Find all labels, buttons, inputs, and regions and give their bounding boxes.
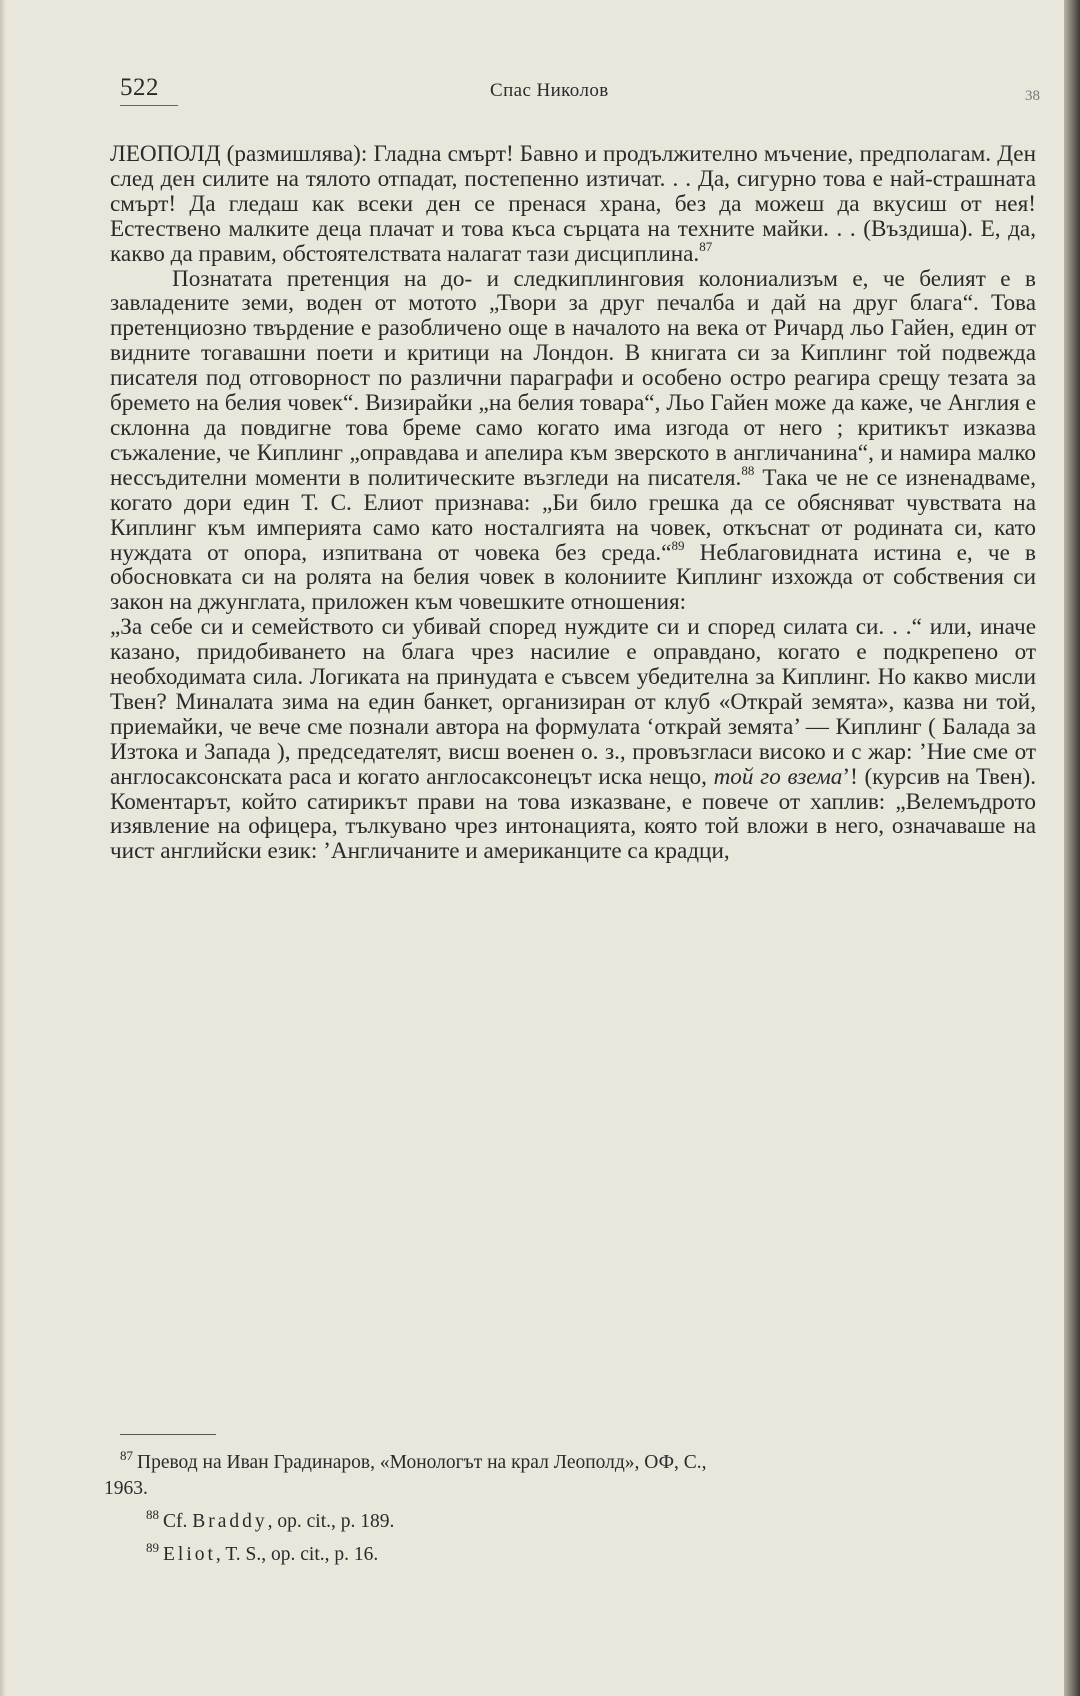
footnote-89: $^{89}$ Eliot, T. S., op. cit., p. 16. <box>146 1540 379 1565</box>
footnote-ref-88: 88 <box>741 462 755 478</box>
footnote-ref-89: 89 <box>671 537 685 553</box>
footnote-87-continued: 1963. <box>104 1478 148 1499</box>
page-binding-edge <box>1064 0 1080 1696</box>
italic-quote: той го взема <box>713 763 843 790</box>
paragraph-colonialism: Познатата претенция на до- и следкиплинговия колониализъм е, че белият е в завладените земи, воден от мотото „Твори за друг печалба и дай на друг блага“. Това претенциозно твърдение е разобличено още в началото на века от Ричард льо Гайен, един от видните тогавашни поети и критици на Лондон. В книгата си за Киплинг той подвежда писателя под отговорност по различни параграфи и особено остро реагира срещу тезата за бремето на белия човек“. Визирайки „на белия товара“, Льо Гайен може да каже, че Англия е склонна да повдигне това бреме само когато има изгода от него ; критикът изказва съжаление, че Киплинг „оправдава и апелира към зверското в англичанина“, и намира малко нессъдителни моменти в политическите възгледи на писателя.$^{88}$ Така че не се изненадваме, когато дори един Т. С. Елиот признава: „Би било грешка да се обясняват чувствата на Киплинг към империята само като носталгията на човек, откъснат от родината си, като нуждата от опора, изпитвана от човека без среда.“$^{89}$ Неблаговидната истина е, че в обосновката си на ролята на белия човек в колониите Киплинг изхожда от собствения си закон на джунглата, приложен към човешките отношения: <box>110 265 1037 616</box>
footnote-88: $^{88}$ Cf. Braddy, op. cit., p. 189. <box>146 1507 395 1532</box>
page-header <box>120 74 1040 108</box>
page-number-underline <box>120 105 178 106</box>
corner-mark: 38 <box>1025 88 1040 104</box>
page-number: 522 <box>120 74 159 101</box>
running-title: Спас Николов <box>490 80 609 101</box>
paragraph-leopold-quote: ЛЕОПОЛД (размишлява): Гладна смърт! Бавно и продължително мъчение, предполагам. Ден след ден силите на тялото отпадат, постепенно изтичат. . . Да, сигурно това е най-страшната смърт! Да гледаш как всеки ден се пренася храна, без да можеш да вкусиш от нея! Естествено малките деца плачат и това къса сърцата на техните майки. . . (Въздиша). Е, да, какво да правим, обстоятелствата налагат тази дисциплина.$^{87}$ <box>110 141 1036 267</box>
footnote-87: $^{87}$ Превод на Иван Градинаров, «Монологът на крал Леополд», ОФ, С., <box>120 1448 707 1473</box>
footnote-rule <box>120 1434 216 1435</box>
page-left-shadow <box>0 0 6 1696</box>
paragraph-jungle-law: „За себе си и семейството си убивай според нуждите си и според силата си. . .“ или, иначе казано, придобиването на блага чрез насилие е оправдано, когато е подкрепено от необходимата сила. Логиката на принудата е съвсем убедителна за Киплинг. Но какво мисли Твен? Миналата зима на един банкет, организиран от клуб «Открай земята», казва ни той, приемайки, че вече сме познали автора на формулата ‘открай земята’ — Киплинг ( Балада за Изтока и Запада ), председателят, висш военен о. з., провъзгласи високо и с жар: ’Ние сме от англосаксонската раса и когато англосаксонецът иска нещо, той го взема’! (курсив на Твен). Коментарът, който сатирикът прави на това изказване, е повече от хаплив: „Велемъдрото изявление на офицера, тълкувано чрез интонацията, която той вложи в него, означаваше на чист английски език: ’Англичаните и американците са крадци, <box>110 614 1036 865</box>
footnotes <box>104 1434 1036 1568</box>
main-text <box>110 142 1036 864</box>
footnote-ref-87: 87 <box>699 238 713 254</box>
